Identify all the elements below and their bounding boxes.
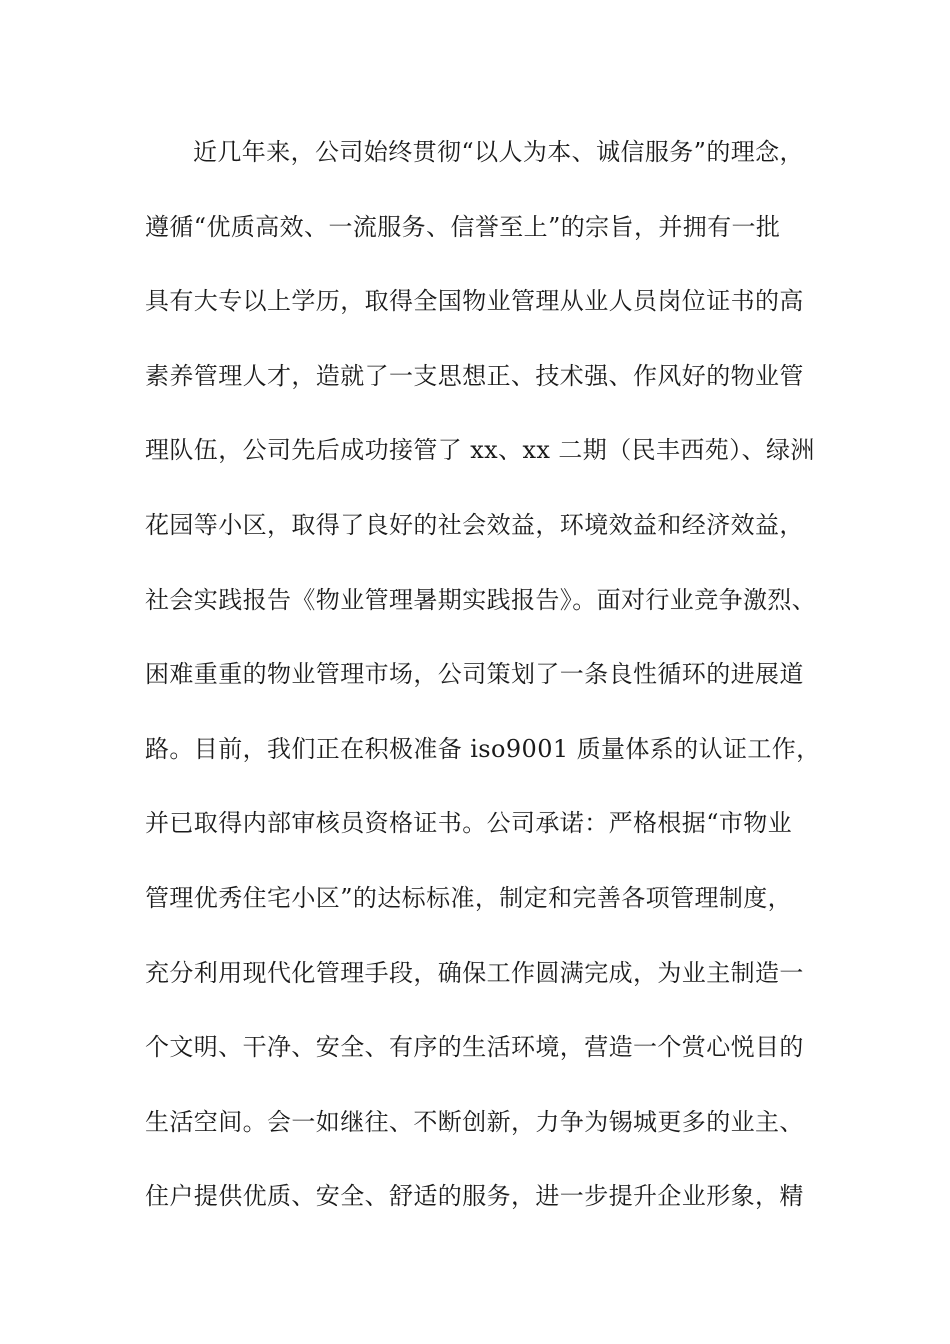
paragraph-line: 理队伍，公司先后成功接管了 xx、xx 二期（民丰西苑）、绿洲 xyxy=(145,436,815,465)
paragraph-line: 生活空间。会一如继往、不断创新，力争为锡城更多的业主、 xyxy=(145,1107,804,1136)
paragraph-line: 路。目前，我们正在积极准备 iso9001 质量体系的认证工作， xyxy=(145,734,821,763)
paragraph-line: 具有大专以上学历，取得全国物业管理从业人员岗位证书的高 xyxy=(145,287,804,316)
paragraph-line: 管理优秀住宅小区”的达标标准，制定和完善各项管理制度， xyxy=(145,883,793,912)
paragraph-line: 充分利用现代化管理手段，确保工作圆满完成，为业主制造一 xyxy=(145,958,804,987)
paragraph-line: 素养管理人才，造就了一支思想正、技术强、作风好的物业管 xyxy=(145,361,804,390)
body-paragraph xyxy=(145,134,835,1253)
paragraph-line: 困难重重的物业管理市场，公司策划了一条良性循环的进展道 xyxy=(145,660,804,689)
paragraph-line: 花园等小区，取得了良好的社会效益，环境效益和经济效益， xyxy=(145,510,804,539)
paragraph-line: 个文明、干净、安全、有序的生活环境，营造一个赏心悦目的 xyxy=(145,1033,804,1062)
paragraph-line: 住户提供优质、安全、舒适的服务，进一步提升企业形象，精 xyxy=(145,1182,804,1211)
paragraph-line: 并已取得内部审核员资格证书。公司承诺：严格根据“市物业 xyxy=(145,809,793,838)
paragraph-line: 遵循“优质高效、一流服务、信誉至上”的宗旨，并拥有一批 xyxy=(145,212,781,241)
paragraph-line: 近几年来，公司始终贯彻“以人为本、诚信服务”的理念， xyxy=(193,138,804,166)
paragraph-line: 社会实践报告《物业管理暑期实践报告》。面对行业竞争激烈、 xyxy=(145,585,817,614)
